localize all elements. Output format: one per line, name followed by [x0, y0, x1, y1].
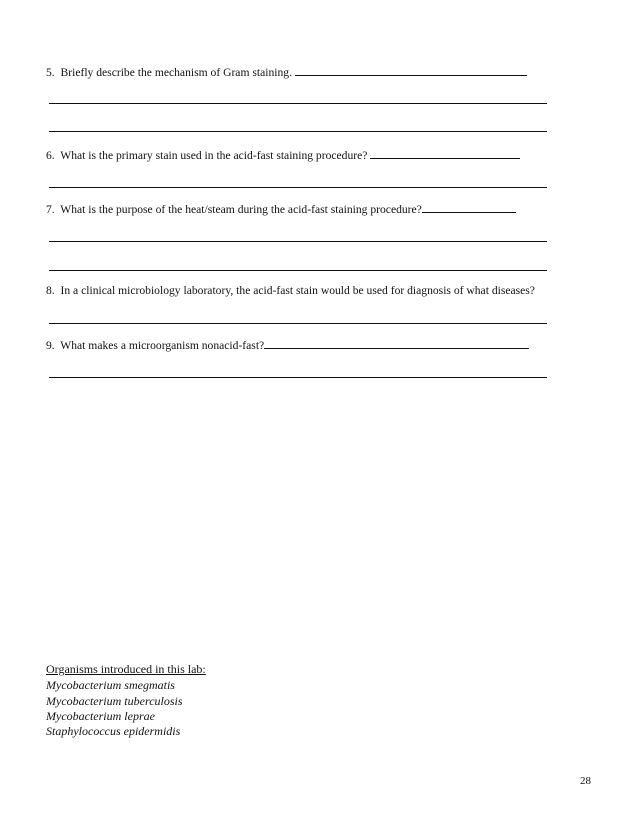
- organism-item: Mycobacterium smegmatis: [46, 678, 175, 692]
- question-8-text: In a clinical microbiology laboratory, the acid-fast stain would be used for diagnosis of what diseases?: [60, 284, 535, 297]
- question-9-answer-line-1[interactable]: [49, 377, 547, 378]
- question-6: [46, 148, 520, 163]
- question-8-answer-line-1[interactable]: [49, 323, 547, 324]
- question-7: [46, 202, 516, 217]
- question-6-inline-blank[interactable]: [370, 148, 520, 159]
- question-6-number: 6.: [46, 149, 55, 162]
- question-7-number: 7.: [46, 203, 55, 216]
- organism-item: Mycobacterium tuberculosis: [46, 694, 183, 708]
- page-number: 28: [580, 775, 591, 787]
- question-6-text: What is the primary stain used in the acid-fast staining procedure?: [60, 149, 368, 162]
- question-5-answer-line-1[interactable]: [49, 103, 547, 104]
- organism-item: Staphylococcus epidermidis: [46, 724, 181, 738]
- organisms-heading: Organisms introduced in this lab:: [46, 662, 206, 676]
- question-8: [46, 284, 535, 298]
- question-5: [46, 65, 527, 80]
- question-9-inline-blank[interactable]: [264, 338, 529, 349]
- question-9-text: What makes a microorganism nonacid-fast?: [60, 339, 265, 352]
- organism-item: Mycobacterium leprae: [46, 709, 155, 723]
- question-6-answer-line-1[interactable]: [49, 187, 547, 188]
- question-7-answer-line-1[interactable]: [49, 241, 547, 242]
- question-5-number: 5.: [46, 66, 55, 79]
- question-9-number: 9.: [46, 339, 55, 352]
- question-8-number: 8.: [46, 284, 55, 297]
- question-7-inline-blank[interactable]: [422, 202, 516, 213]
- question-7-answer-line-2[interactable]: [49, 270, 547, 271]
- question-9: [46, 338, 529, 353]
- question-5-text: Briefly describe the mechanism of Gram staining.: [60, 66, 292, 79]
- question-7-text: What is the purpose of the heat/steam during the acid-fast staining procedure?: [60, 203, 422, 216]
- question-5-inline-blank[interactable]: [295, 65, 527, 76]
- question-5-answer-line-2[interactable]: [49, 131, 547, 132]
